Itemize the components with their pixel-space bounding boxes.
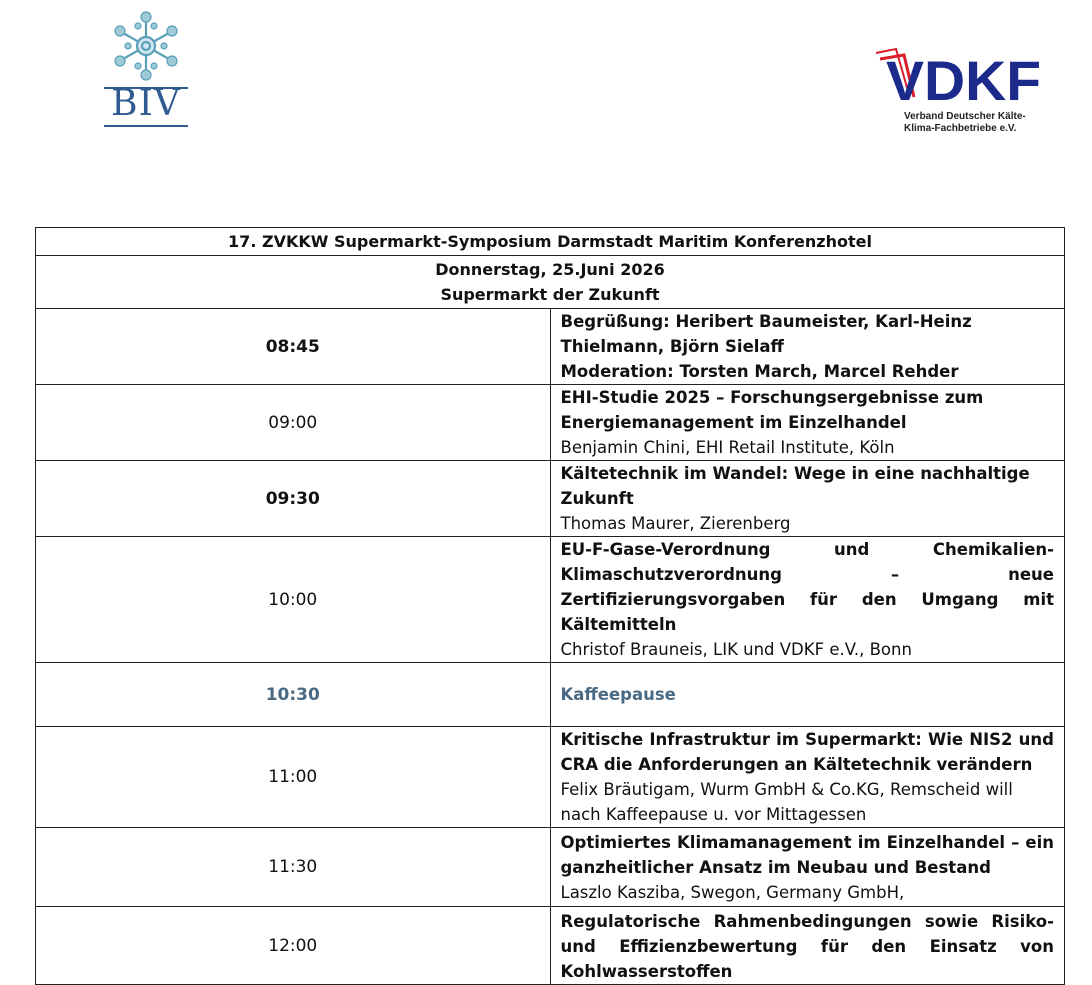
session-description — [550, 828, 1065, 907]
schedule-row — [36, 907, 1065, 985]
schedule-row — [36, 828, 1065, 907]
event-date-theme — [36, 256, 1065, 309]
vdkf-tagline — [904, 111, 1054, 135]
vdkf-tagline-line1: Verband Deutscher Kälte- — [904, 111, 1026, 122]
session-title: Regulatorische Rahmenbedingungen sowie Risiko- und Effizienzbewertung für den Einsatz von Kohlwasserstoffen — [560, 912, 1054, 981]
session-speaker: Benjamin Chini, EHI Retail Institute, Köln — [560, 438, 895, 457]
biv-wordmark: BIV — [111, 83, 181, 124]
snowflake-emblem-icon — [108, 8, 184, 84]
break-time: 10:30 — [36, 663, 551, 727]
session-time: 09:00 — [36, 385, 551, 461]
session-time: 12:00 — [36, 907, 551, 985]
schedule-row — [36, 461, 1065, 537]
session-title: Kältetechnik im Wandel: Wege in eine nachhaltige Zukunft — [560, 464, 1030, 508]
session-title: EHI-Studie 2025 – Forschungsergebnisse zum Energiemanagement im Einzelhandel — [560, 388, 984, 432]
session-time: 11:30 — [36, 828, 551, 907]
session-description — [550, 461, 1065, 537]
session-speaker: Christof Brauneis, LIK und VDKF e.V., Bonn — [560, 640, 912, 659]
svg-text:VDKF: VDKF — [886, 49, 1041, 109]
biv-rule-bottom — [104, 125, 188, 127]
session-description — [550, 309, 1065, 385]
table-row — [36, 256, 1065, 309]
session-title: Moderation: Torsten March, Marcel Rehder — [560, 362, 959, 381]
session-speaker: Laszlo Kasziba, Swegon, Germany GmbH, — [560, 882, 905, 902]
vdkf-logo — [874, 45, 1049, 140]
session-description — [550, 907, 1065, 985]
schedule-row — [36, 309, 1065, 385]
table-row — [36, 228, 1065, 256]
schedule-row — [36, 727, 1065, 828]
session-description — [550, 385, 1065, 461]
break-description — [550, 663, 1065, 727]
biv-logo — [100, 8, 192, 130]
schedule-row — [36, 537, 1065, 663]
session-title: EU-F-Gase-Verordnung und Chemikalien-Klimaschutzverordnung – neue Zertifizierungsvorgaben für den Umgang mit Kältemitteln — [560, 540, 1054, 634]
session-time: 08:45 — [36, 309, 551, 385]
event-date: Donnerstag, 25.Juni 2026 — [435, 260, 665, 279]
session-title: Optimiertes Klimamanagement im Einzelhandel – ein ganzheitlicher Ansatz im Neubau und Bestand — [560, 832, 1054, 877]
session-speaker: Thomas Maurer, Zierenberg — [560, 514, 791, 533]
schedule-row — [36, 385, 1065, 461]
session-title: Begrüßung: Heribert Baumeister, Karl-Heinz Thielmann, Björn Sielaff — [560, 312, 972, 356]
program-table — [35, 227, 1065, 985]
break-title: Kaffeepause — [560, 685, 676, 704]
session-time: 09:30 — [36, 461, 551, 537]
vdkf-wordmark-icon — [874, 45, 1049, 109]
session-description — [550, 727, 1065, 828]
session-time: 10:00 — [36, 537, 551, 663]
session-description — [550, 537, 1065, 663]
session-time: 11:00 — [36, 727, 551, 828]
vdkf-tagline-line2: Klima-Fachbetriebe e.V. — [904, 123, 1017, 134]
schedule-row-break — [36, 663, 1065, 727]
session-speaker: Felix Bräutigam, Wurm GmbH & Co.KG, Remscheid will nach Kaffeepause u. vor Mittagessen — [560, 780, 1013, 824]
event-title: 17. ZVKKW Supermarkt-Symposium Darmstadt Maritim Konferenzhotel — [36, 228, 1065, 256]
event-theme: Supermarkt der Zukunft — [440, 285, 660, 304]
session-title: Kritische Infrastruktur im Supermarkt: Wie NIS2 und CRA die Anforderungen an Kältetechnik verändern — [560, 730, 1054, 774]
